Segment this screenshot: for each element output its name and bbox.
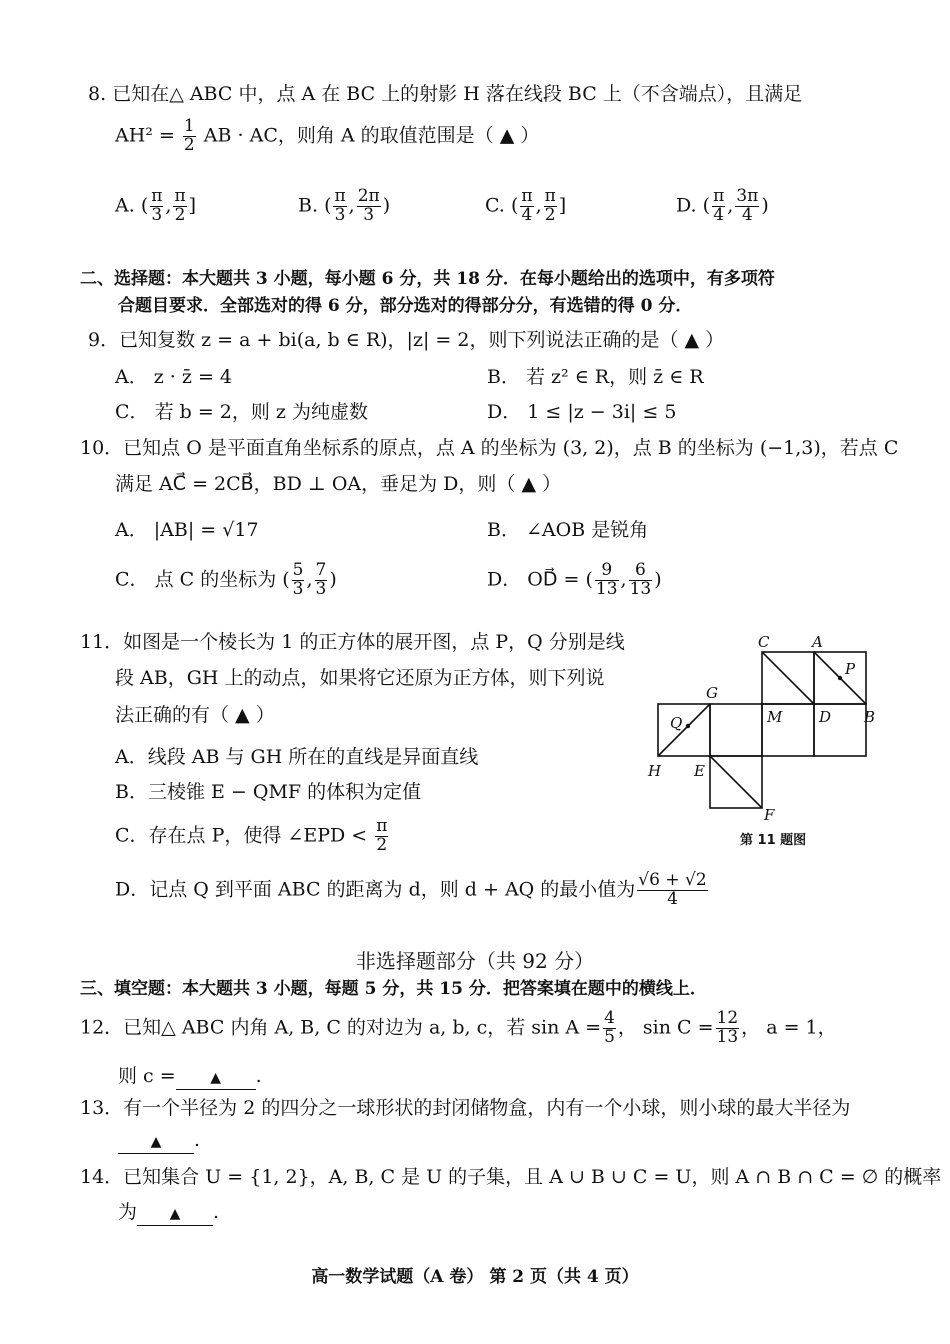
- q8-option-a: A. ( $\frac{\pi}{3}$ , $\frac{\pi}{2}$ ]: [115, 186, 197, 225]
- label-h: H: [648, 762, 662, 780]
- q10-option-d: D． OD⃗ = ( $\frac{9}{13}$ , $\frac{6}{13}$ ): [487, 560, 662, 599]
- q9-option-a: A． z · z̄ = 4: [115, 366, 232, 388]
- cube-net-figure: [640, 630, 890, 860]
- q9-option-b: B． 若 z² ∈ R，则 z̄ ∈ R: [487, 366, 704, 388]
- q13-line1: 13．有一个半径为 2 的四分之一球形状的封闭储物盒，内有一个小球，则小球的最大半径为: [80, 1097, 851, 1119]
- q11-line3: 法正确的有（ ▲ ）: [115, 704, 275, 726]
- q8-option-c: C. ( $\frac{\pi}{4}$ , $\frac{\pi}{2}$ ]: [485, 186, 567, 225]
- label-b: B: [864, 708, 876, 726]
- label-a: A: [812, 633, 823, 651]
- label-d: D: [819, 708, 832, 726]
- label-c: C: [758, 633, 770, 651]
- label-q: Q: [670, 714, 683, 732]
- figure-caption: 第 11 题图: [740, 833, 807, 848]
- q8-option-b: B. ( $\frac{\pi}{3}$ , $\frac{2\pi}{3}$ ): [298, 186, 391, 225]
- q11-line2: 段 AB，GH 上的动点，如果将它还原为正方体，则下列说: [115, 667, 605, 689]
- q14-line2: 为 ▲ .: [118, 1200, 219, 1226]
- q10-option-b: B． ∠AOB 是锐角: [487, 519, 649, 541]
- answer-blank[interactable]: ▲: [118, 1128, 194, 1154]
- q11-line1: 11．如图是一个棱长为 1 的正方体的展开图，点 P，Q 分别是线: [80, 631, 625, 653]
- q12-line1: 12．已知△ ABC 内角 A, B, C 的对边为 a, b, c，若 sin A = $\frac{4}{5}$ ， sin C = $\frac{12}{13}$ ， a = 1，: [80, 1008, 837, 1047]
- q11-option-c: C．存在点 P，使得 ∠EPD < $\frac{\pi}{2}$: [115, 816, 388, 855]
- section3-heading: 三、填空题：本大题共 3 小题，每题 5 分，共 15 分．把答案填在题中的横线上．: [80, 979, 707, 999]
- section2-heading: 二、选择题：本大题共 3 小题，每小题 6 分，共 18 分．在每小题给出的选项中，有多项符: [80, 269, 775, 289]
- point-p: [838, 676, 842, 680]
- section2-heading-cont: 合题目要求．全部选对的得 6 分，部分选对的得部分分，有选错的得 0 分．: [118, 296, 693, 316]
- q10-option-a: A． |AB| = √17: [115, 519, 259, 541]
- answer-blank[interactable]: ▲: [176, 1064, 256, 1090]
- q10-line2: 满足 AC⃗ = 2CB⃗，BD ⊥ OA，垂足为 D，则（ ▲ ）: [115, 473, 562, 495]
- q8-option-d: D. ( $\frac{\pi}{4}$ , $\frac{3\pi}{4}$ ): [676, 186, 769, 225]
- label-f: F: [764, 806, 775, 824]
- q9-stem: 9．已知复数 z = a + bi(a, b ∈ R)，|z| = 2，则下列说法正确的是（ ▲ ）: [88, 329, 725, 351]
- q11-option-b: B．三棱锥 E − QMF 的体积为定值: [115, 781, 422, 803]
- label-g: G: [706, 684, 718, 702]
- q8-line1: 8. 已知在△ ABC 中，点 A 在 BC 上的射影 H 落在线段 BC 上（不含端点），且满足: [88, 83, 803, 105]
- point-q: [686, 724, 690, 728]
- q12-line2: 则 c = ▲ .: [118, 1064, 262, 1090]
- label-e: E: [694, 762, 705, 780]
- q11-option-a: A．线段 AB 与 GH 所在的直线是异面直线: [115, 746, 479, 768]
- q9-option-d: D． 1 ≤ |z − 3i| ≤ 5: [487, 401, 677, 423]
- q14-line1: 14．已知集合 U = {1, 2}，A, B, C 是 U 的子集，且 A ∪ B ∪ C = U，则 A ∩ B ∩ C = ∅ 的概率: [80, 1166, 942, 1188]
- q9-option-c: C． 若 b = 2，则 z 为纯虚数: [115, 401, 368, 423]
- q13-line2: ▲ .: [118, 1128, 200, 1154]
- q10-line1: 10．已知点 O 是平面直角坐标系的原点，点 A 的坐标为 (3, 2)，点 B 的坐标为 (−1,3)，若点 C: [80, 437, 899, 459]
- q8-line2: AH² = $\frac{1}{2}$ AB · AC，则角 A 的取值范围是（ ▲ ）: [115, 116, 540, 155]
- page-footer: 高一数学试题（A 卷） 第 2 页（共 4 页）: [311, 1267, 639, 1287]
- answer-blank[interactable]: ▲: [137, 1200, 213, 1226]
- nonchoice-heading: 非选择题部分（共 92 分）: [355, 949, 595, 973]
- q10-option-c: C． 点 C 的坐标为 ( $\frac{5}{3}$ , $\frac{7}{3}$ ): [115, 560, 337, 599]
- label-p: P: [845, 660, 856, 678]
- fraction: $\frac{1}{2}$: [183, 116, 195, 155]
- q11-option-d: D．记点 Q 到平面 ABC 的距离为 d，则 d + AQ 的最小值为 $\frac{√6 + √2}{4}$: [115, 870, 707, 909]
- label-m: M: [767, 708, 783, 726]
